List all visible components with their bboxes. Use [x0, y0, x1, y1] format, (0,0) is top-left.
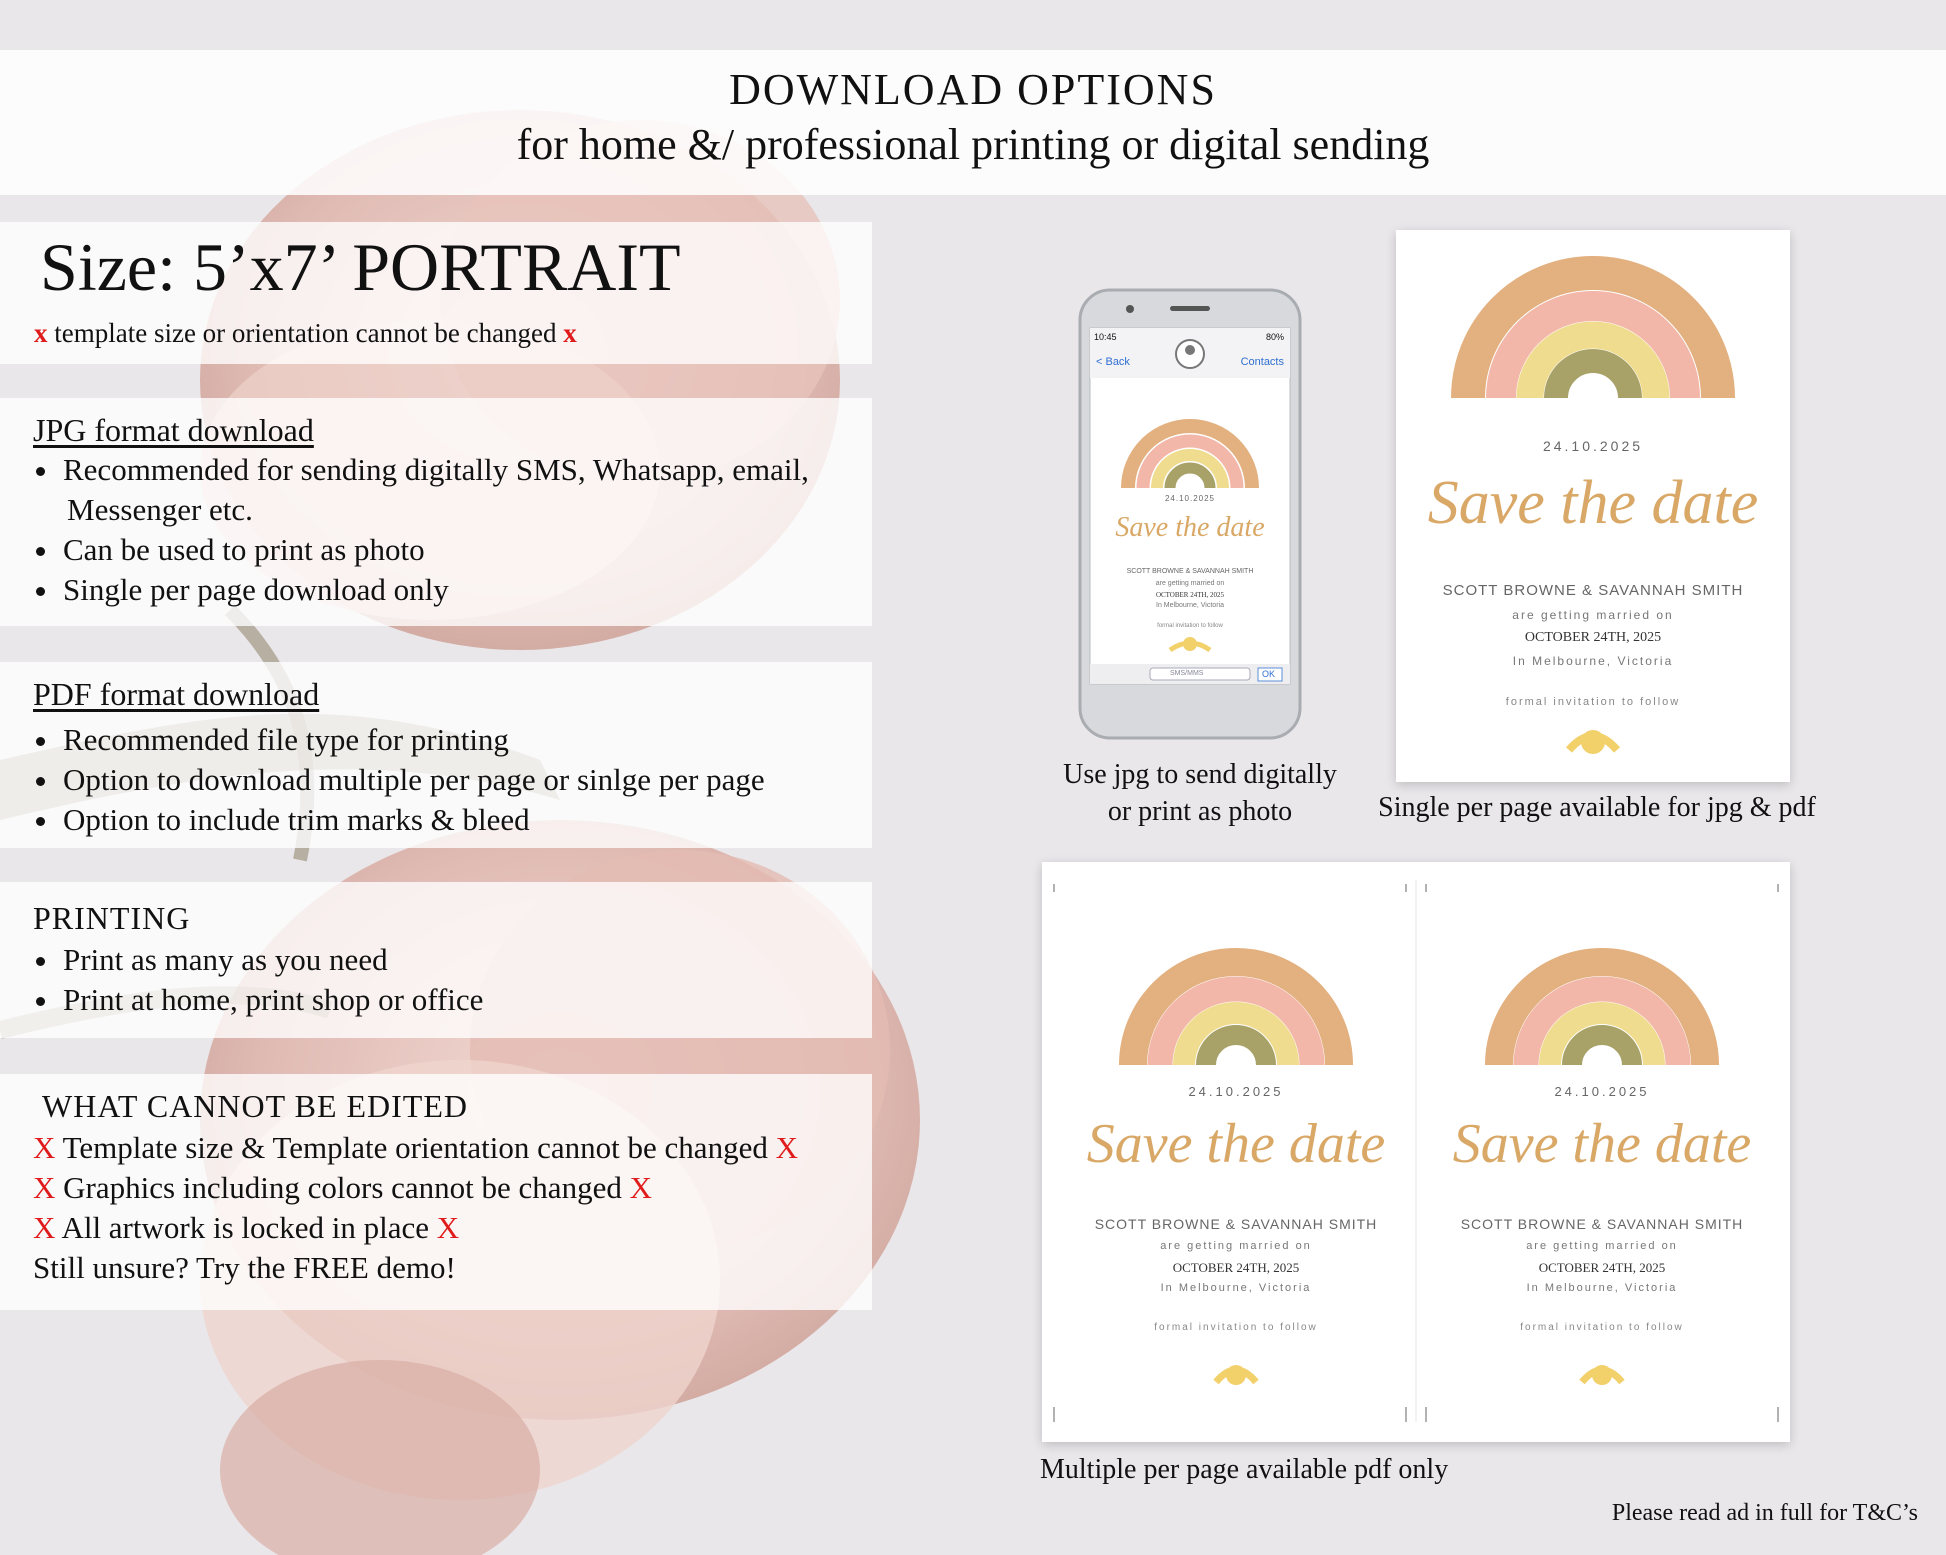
invite-line1: are getting married on	[1526, 1240, 1678, 1252]
phone-line3: In Melbourne, Victoria	[1156, 602, 1224, 609]
phone-date: 24.10.2025	[1164, 494, 1216, 503]
size-note-text: template size or orientation cannot be changed	[54, 318, 557, 348]
cannot-edit-list	[33, 1128, 883, 1288]
single-invite-card	[1396, 230, 1790, 782]
phone-back-button[interactable]: < Back	[1096, 356, 1130, 368]
invite-headline: Save the date	[1452, 1113, 1752, 1175]
printing-heading: PRINTING	[33, 900, 191, 936]
invite-date: 24.10.2025	[1554, 1084, 1650, 1099]
invite-line2: OCTOBER 24TH, 2025	[1172, 1260, 1300, 1275]
phone-contacts-link[interactable]: Contacts	[1240, 356, 1284, 368]
x-mark: x	[563, 318, 577, 348]
invite-line3: In Melbourne, Victoria	[1526, 1282, 1678, 1294]
list-item: Option to download multiple per page or sinlge per page	[33, 760, 873, 800]
phone-ok-button[interactable]: OK	[1262, 669, 1276, 679]
jpg-list	[33, 450, 873, 610]
phone-line4: formal invitation to follow	[1157, 623, 1223, 629]
invite-names: SCOTT BROWNE & SAVANNAH SMITH	[1094, 1216, 1378, 1232]
size-note	[34, 318, 577, 349]
terms-note: Please read ad in full for T&C’s	[1611, 1500, 1918, 1526]
banner-subtitle: for home &/ professional printing or digital sending	[516, 120, 1430, 169]
pdf-list	[33, 720, 873, 840]
invite-line1: are getting married on	[1160, 1240, 1312, 1252]
phone-headline: Save the date	[1115, 512, 1265, 543]
cannot-edit-panel	[0, 1074, 872, 1310]
pdf-panel	[0, 662, 872, 848]
list-item: X All artwork is locked in place X	[33, 1210, 460, 1245]
invite-line2: OCTOBER 24TH, 2025	[1538, 1260, 1666, 1275]
printing-panel	[0, 882, 872, 1038]
phone-time: 10:45	[1094, 332, 1117, 342]
list-item: Print as many as you need	[33, 940, 873, 980]
multiple-invite-sheet	[1042, 862, 1790, 1442]
invite-names: SCOTT BROWNE & SAVANNAH SMITH	[1460, 1216, 1744, 1232]
invite-line3: In Melbourne, Victoria	[1512, 654, 1674, 668]
multiple-caption: Multiple per page available pdf only	[1040, 1454, 1449, 1485]
size-title: Size: 5’x7’ PORTRAIT	[40, 229, 681, 305]
pdf-heading: PDF format download	[33, 676, 320, 712]
list-item: Print at home, print shop or office	[33, 980, 873, 1020]
invite-line1: are getting married on	[1512, 608, 1674, 622]
phone-caption: Use jpg to send digitally or print as photo	[1063, 759, 1337, 827]
jpg-heading: JPG format download	[33, 412, 314, 448]
list-item: Recommended for sending digitally SMS, Whatsapp, email, Messenger etc.	[33, 450, 873, 530]
printing-list	[33, 940, 873, 1020]
single-caption: Single per page available for jpg & pdf	[1378, 792, 1816, 823]
list-item: Can be used to print as photo	[33, 530, 873, 570]
phone-line2: OCTOBER 24TH, 2025	[1155, 591, 1225, 599]
invite-date: 24.10.2025	[1542, 438, 1644, 454]
banner-title: DOWNLOAD OPTIONS	[729, 65, 1217, 114]
list-item: X Graphics including colors cannot be changed X	[33, 1170, 652, 1205]
phone-battery: 80%	[1265, 332, 1284, 342]
jpg-panel	[0, 398, 872, 626]
invite-headline: Save the date	[1427, 469, 1759, 537]
invite-line4: formal invitation to follow	[1520, 1322, 1684, 1333]
invite-line4: formal invitation to follow	[1154, 1322, 1318, 1333]
invite-line4: formal invitation to follow	[1505, 696, 1681, 708]
top-banner	[0, 50, 1946, 195]
list-item: Option to include trim marks & bleed	[33, 800, 873, 840]
invite-names: SCOTT BROWNE & SAVANNAH SMITH	[1442, 582, 1744, 599]
list-item-continuation: Messenger etc.	[67, 492, 253, 527]
invite-line3: In Melbourne, Victoria	[1160, 1282, 1312, 1294]
phone-line1: are getting married on	[1155, 580, 1225, 587]
phone-names: SCOTT BROWNE & SAVANNAH SMITH	[1126, 568, 1254, 575]
list-item: X Template size & Template orientation cannot be changed X	[33, 1130, 798, 1165]
closing-line: Still unsure? Try the FREE demo!	[33, 1250, 456, 1285]
list-item: Recommended file type for printing	[33, 720, 873, 760]
phone-message-input[interactable]: SMS/MMS	[1170, 670, 1204, 677]
x-mark: x	[34, 318, 48, 348]
list-item: Single per page download only	[33, 570, 873, 610]
cannot-edit-heading: WHAT CANNOT BE EDITED	[42, 1088, 468, 1124]
phone-mockup	[1078, 288, 1302, 740]
invite-line2: OCTOBER 24TH, 2025	[1524, 630, 1662, 645]
invite-headline: Save the date	[1086, 1113, 1386, 1175]
invite-date: 24.10.2025	[1188, 1084, 1284, 1099]
size-panel	[0, 222, 872, 364]
